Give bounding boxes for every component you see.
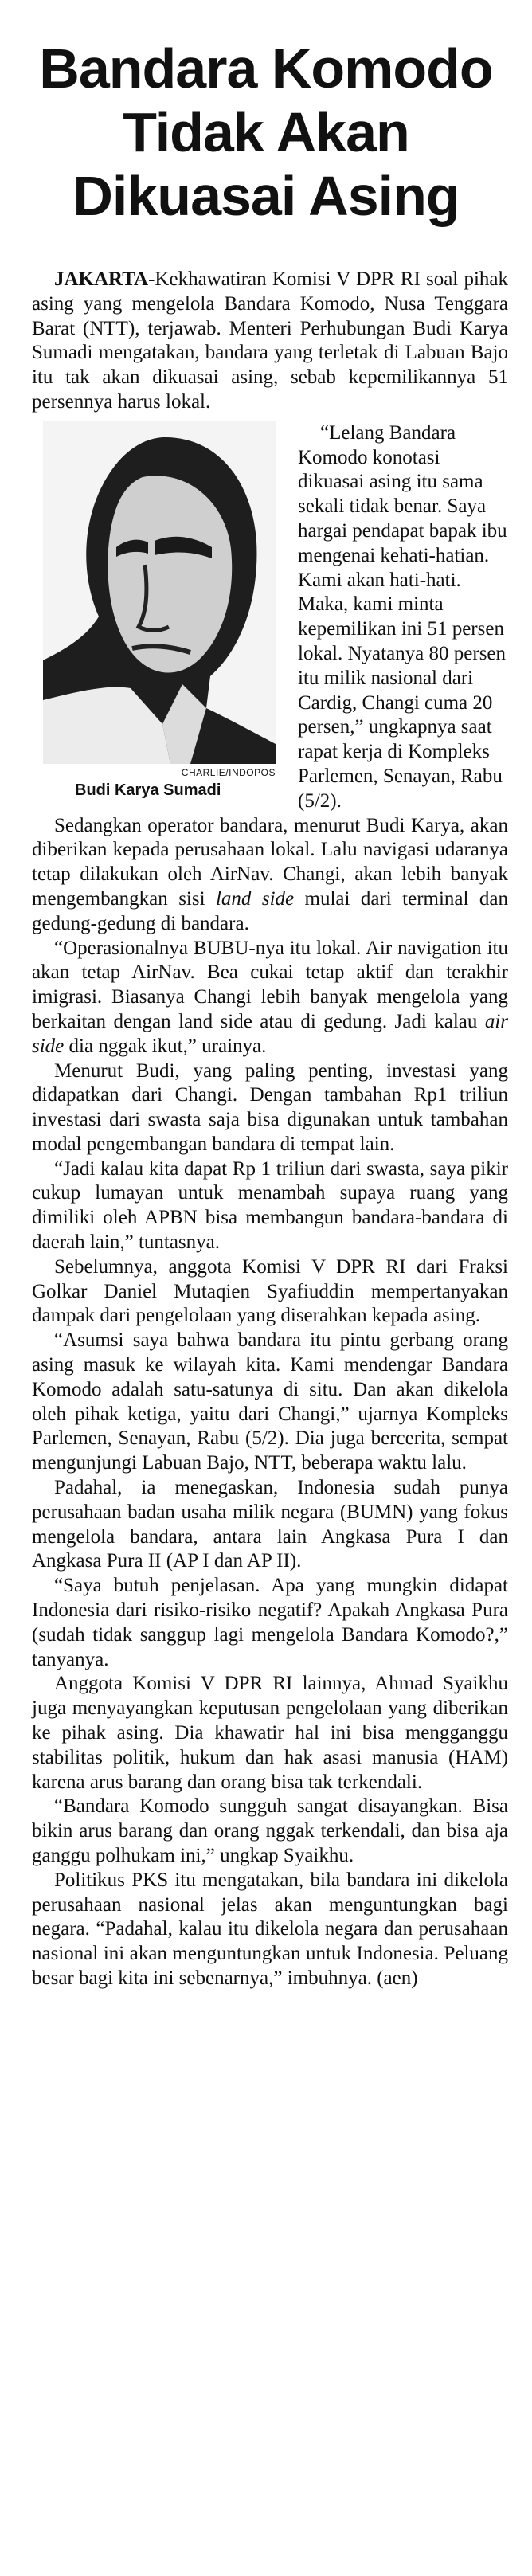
paragraph-operator-emphasis: land side <box>215 887 295 910</box>
paragraph-operational-emphasis: air side <box>32 1010 508 1057</box>
paragraph: Sebelumnya, anggota Komisi V DPR RI dari Fraksi Golkar Daniel Mutaqien Syafiuddin mempertanyakan dampak dari pengelolaan yang diserahkan kepada asing. <box>32 1255 508 1327</box>
photo-caption: Budi Karya Sumadi <box>75 781 221 799</box>
lead-text: -Kekhawatiran Komisi V DPR RI soal pihak asing yang mengelola Bandara Komodo, Nusa Tenggara Barat (NTT), terjawab. Menteri Perhubungan Budi Karya Sumadi mengatakan, bandara yang terletak di Labuan Bajo itu tak akan dikuasai asing, sebab kepemilikannya 51 persennya harus lokal. <box>32 268 508 413</box>
paragraph: Menurut Budi, yang paling penting, investasi yang didapatkan dari Changi. Dengan tambahan Rp1 triliun investasi dari swasta saja bisa digunakan untuk tambahan modal pengembangan bandara di tempat lain. <box>32 1059 508 1155</box>
paragraph: Anggota Komisi V DPR RI lainnya, Ahmad Syaikhu juga menyayangkan keputusan pengelolaan yang diberikan ke pihak asing. Dia khawatir hal ini bisa mengganggu stabilitas politik, hukum dan hak asasi manusia (HAM) karena arus barang dan orang bisa tak terkendali. <box>32 1673 508 1793</box>
photo-and-quote <box>32 421 508 814</box>
paragraph-operator <box>32 814 508 937</box>
paragraph: Padahal, ia menegaskan, Indonesia sudah punya perusahaan badan usaha milik negara (BUMN) yang fokus mengelola bandara, antara lain Angkasa Pura I dan Angkasa Pura II (AP I dan AP II). <box>32 1477 508 1572</box>
photo-figure <box>43 421 276 800</box>
paragraph: “Jadi kalau kita dapat Rp 1 triliun dari swasta, saya pikir cukup lumayan untuk menambah supaya ruang yang dimiliki oleh APBN bisa membangun bandara-bandara di daerah lain,” tuntasnya. <box>32 1157 508 1254</box>
paragraph-operational <box>32 937 508 1059</box>
headline-line-3: Dikuasai Asing <box>72 165 460 227</box>
paragraph: “Bandara Komodo sungguh sangat disayangkan. Bisa bikin arus barang dan orang nggak terkendali, dan bisa aja ganggu polhukam ini,” ungkap Syaikhu. <box>32 1795 508 1866</box>
headline-line-2: Tidak Akan <box>123 101 409 163</box>
paragraph-operator-text-a: Sedangkan operator bandara, menurut Budi Karya, akan diberikan kepada perusahaan lokal. Lalu navigasi udaranya tetap dilakukan oleh AirNav. Changi, akan lebih banyak mengembangkan sisi <box>32 814 508 910</box>
article-body <box>0 268 532 1991</box>
portrait-illustration <box>43 421 276 764</box>
paragraph: “Asumsi saya bahwa bandara itu pintu gerbang orang asing masuk ke wilayah kita. Kami mendengar Bandara Komodo adalah satu-satunya di situ. Dan akan dikelola oleh pihak ketiga, yaitu dari Changi,” ujarnya Kompleks Parlemen, Senayan, Rabu (5/2). Dia juga bercerita, sempat mengunjungi Labuan Bajo, NTT, beberapa waktu lalu. <box>32 1329 508 1474</box>
photo-credit: CHARLIE/INDOPOS <box>181 766 276 778</box>
headline-line-1: Bandara Komodo <box>39 37 493 100</box>
lead-paragraph <box>32 268 508 415</box>
portrait-photo <box>43 421 276 764</box>
paragraph: “Saya butuh penjelasan. Apa yang mungkin didapat Indonesia dari risiko-risiko negatif? Apakah Angkasa Pura (sudah tidak sanggup lagi mengelola Bandara Komodo?,” tanyanya. <box>32 1575 508 1670</box>
paragraph-operator-text-b: mulai dari terminal dan gedung-gedung di bandara. <box>32 887 508 934</box>
headline <box>0 0 532 228</box>
dateline: JAKARTA <box>54 268 149 290</box>
paragraph-operational-text-b: dia nggak ikut,” urainya. <box>64 1035 267 1057</box>
paragraph: Politikus PKS itu mengatakan, bila bandara ini dikelola perusahaan nasional jelas akan menguntungkan bagi negara. “Padahal, kalau itu dikelola negara dan perusahaan nasional ini akan menguntungkan untuk Indonesia. Peluang besar bagi kita ini sebenarnya,” imbuhnya. (aen) <box>32 1869 508 1989</box>
quote-paragraph: “Lelang Bandara Komodo konotasi dikuasai asing itu sama sekali tidak benar. Saya hargai pendapat bapak ibu mengenai kehati-hatian. Kami akan hati-hati. Maka, kami minta kepemilikan ini 51 persen lokal. Nyatanya 80 persen itu milik nasional dari Cardig, Changi cuma 20 persen,” ungkapnya saat rapat kerja di Kompleks Parlemen, Senayan, Rabu (5/2). <box>298 421 507 812</box>
paragraph-operational-text-a: “Operasionalnya BUBU-nya itu lokal. Air navigation itu akan tetap AirNav. Bea cukai tetap aktif dan terakhir imigrasi. Biasanya Changi lebih banyak mengelola yang berkaitan dengan land side atau di gedung. Jadi kalau <box>32 937 508 1032</box>
